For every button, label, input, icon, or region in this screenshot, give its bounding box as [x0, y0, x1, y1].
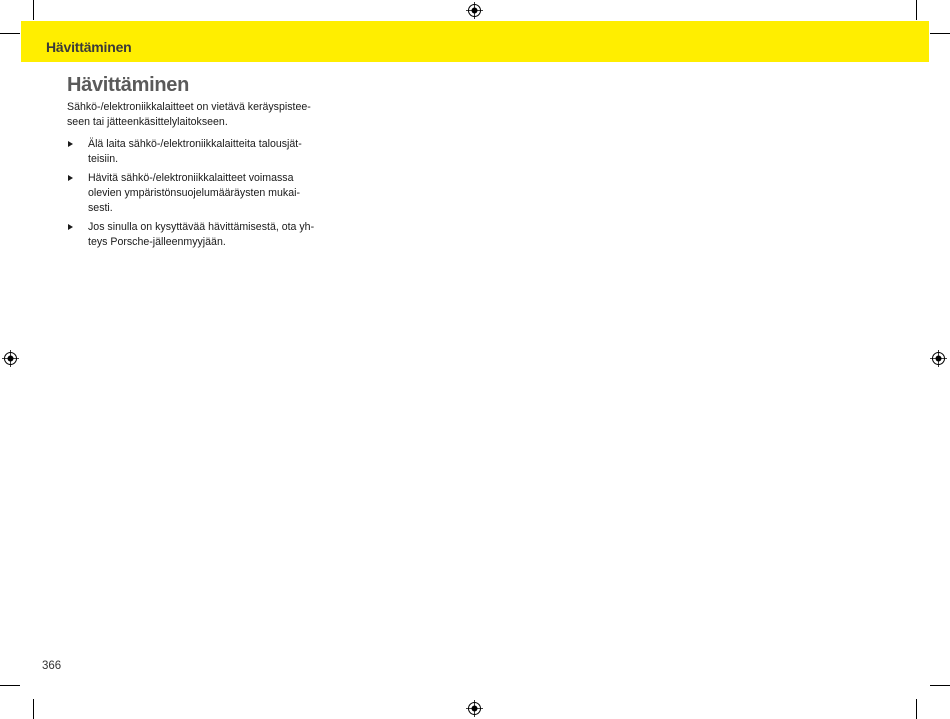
crop-mark [0, 685, 20, 686]
crop-mark [916, 0, 917, 20]
crop-mark [930, 685, 950, 686]
section-heading: Hävittäminen [67, 74, 189, 96]
list-item-line: Älä laita sähkö-/elektroniikkalaitteita talousjät- [88, 138, 302, 150]
list-item [67, 171, 327, 216]
triangle-bullet-icon [68, 175, 73, 181]
instruction-list [67, 137, 327, 254]
registration-mark-icon [466, 700, 483, 717]
header-band [21, 21, 929, 62]
triangle-bullet-icon [68, 224, 73, 230]
crop-mark [33, 699, 34, 719]
crop-mark [33, 0, 34, 20]
intro-line: seen tai jätteenkäsittelylaitokseen. [67, 116, 228, 128]
crop-mark [0, 33, 20, 34]
list-item-line: teys Porsche-jälleenmyyjään. [88, 236, 226, 248]
list-item-line: teisiin. [88, 153, 119, 165]
triangle-bullet-icon [68, 141, 73, 147]
crop-mark [930, 33, 950, 34]
registration-mark-icon [466, 2, 483, 19]
page-number: 366 [42, 660, 62, 672]
header-title: Hävittäminen [46, 39, 132, 55]
registration-mark-icon [930, 350, 947, 367]
registration-mark-icon [2, 350, 19, 367]
list-item-line: Jos sinulla on kysyttävää hävittämisestä, ota yh- [88, 221, 315, 233]
list-item [67, 220, 327, 250]
list-item-line: sesti. [88, 202, 113, 214]
intro-line: Sähkö-/elektroniikkalaitteet on vietävä keräyspistee- [67, 101, 311, 113]
crop-mark [916, 699, 917, 719]
list-item-line: Hävitä sähkö-/elektroniikkalaitteet voimassa [88, 172, 294, 184]
list-item [67, 137, 327, 167]
list-item-line: olevien ympäristönsuojelumääräysten mukai- [88, 187, 300, 199]
intro-paragraph [67, 100, 327, 130]
